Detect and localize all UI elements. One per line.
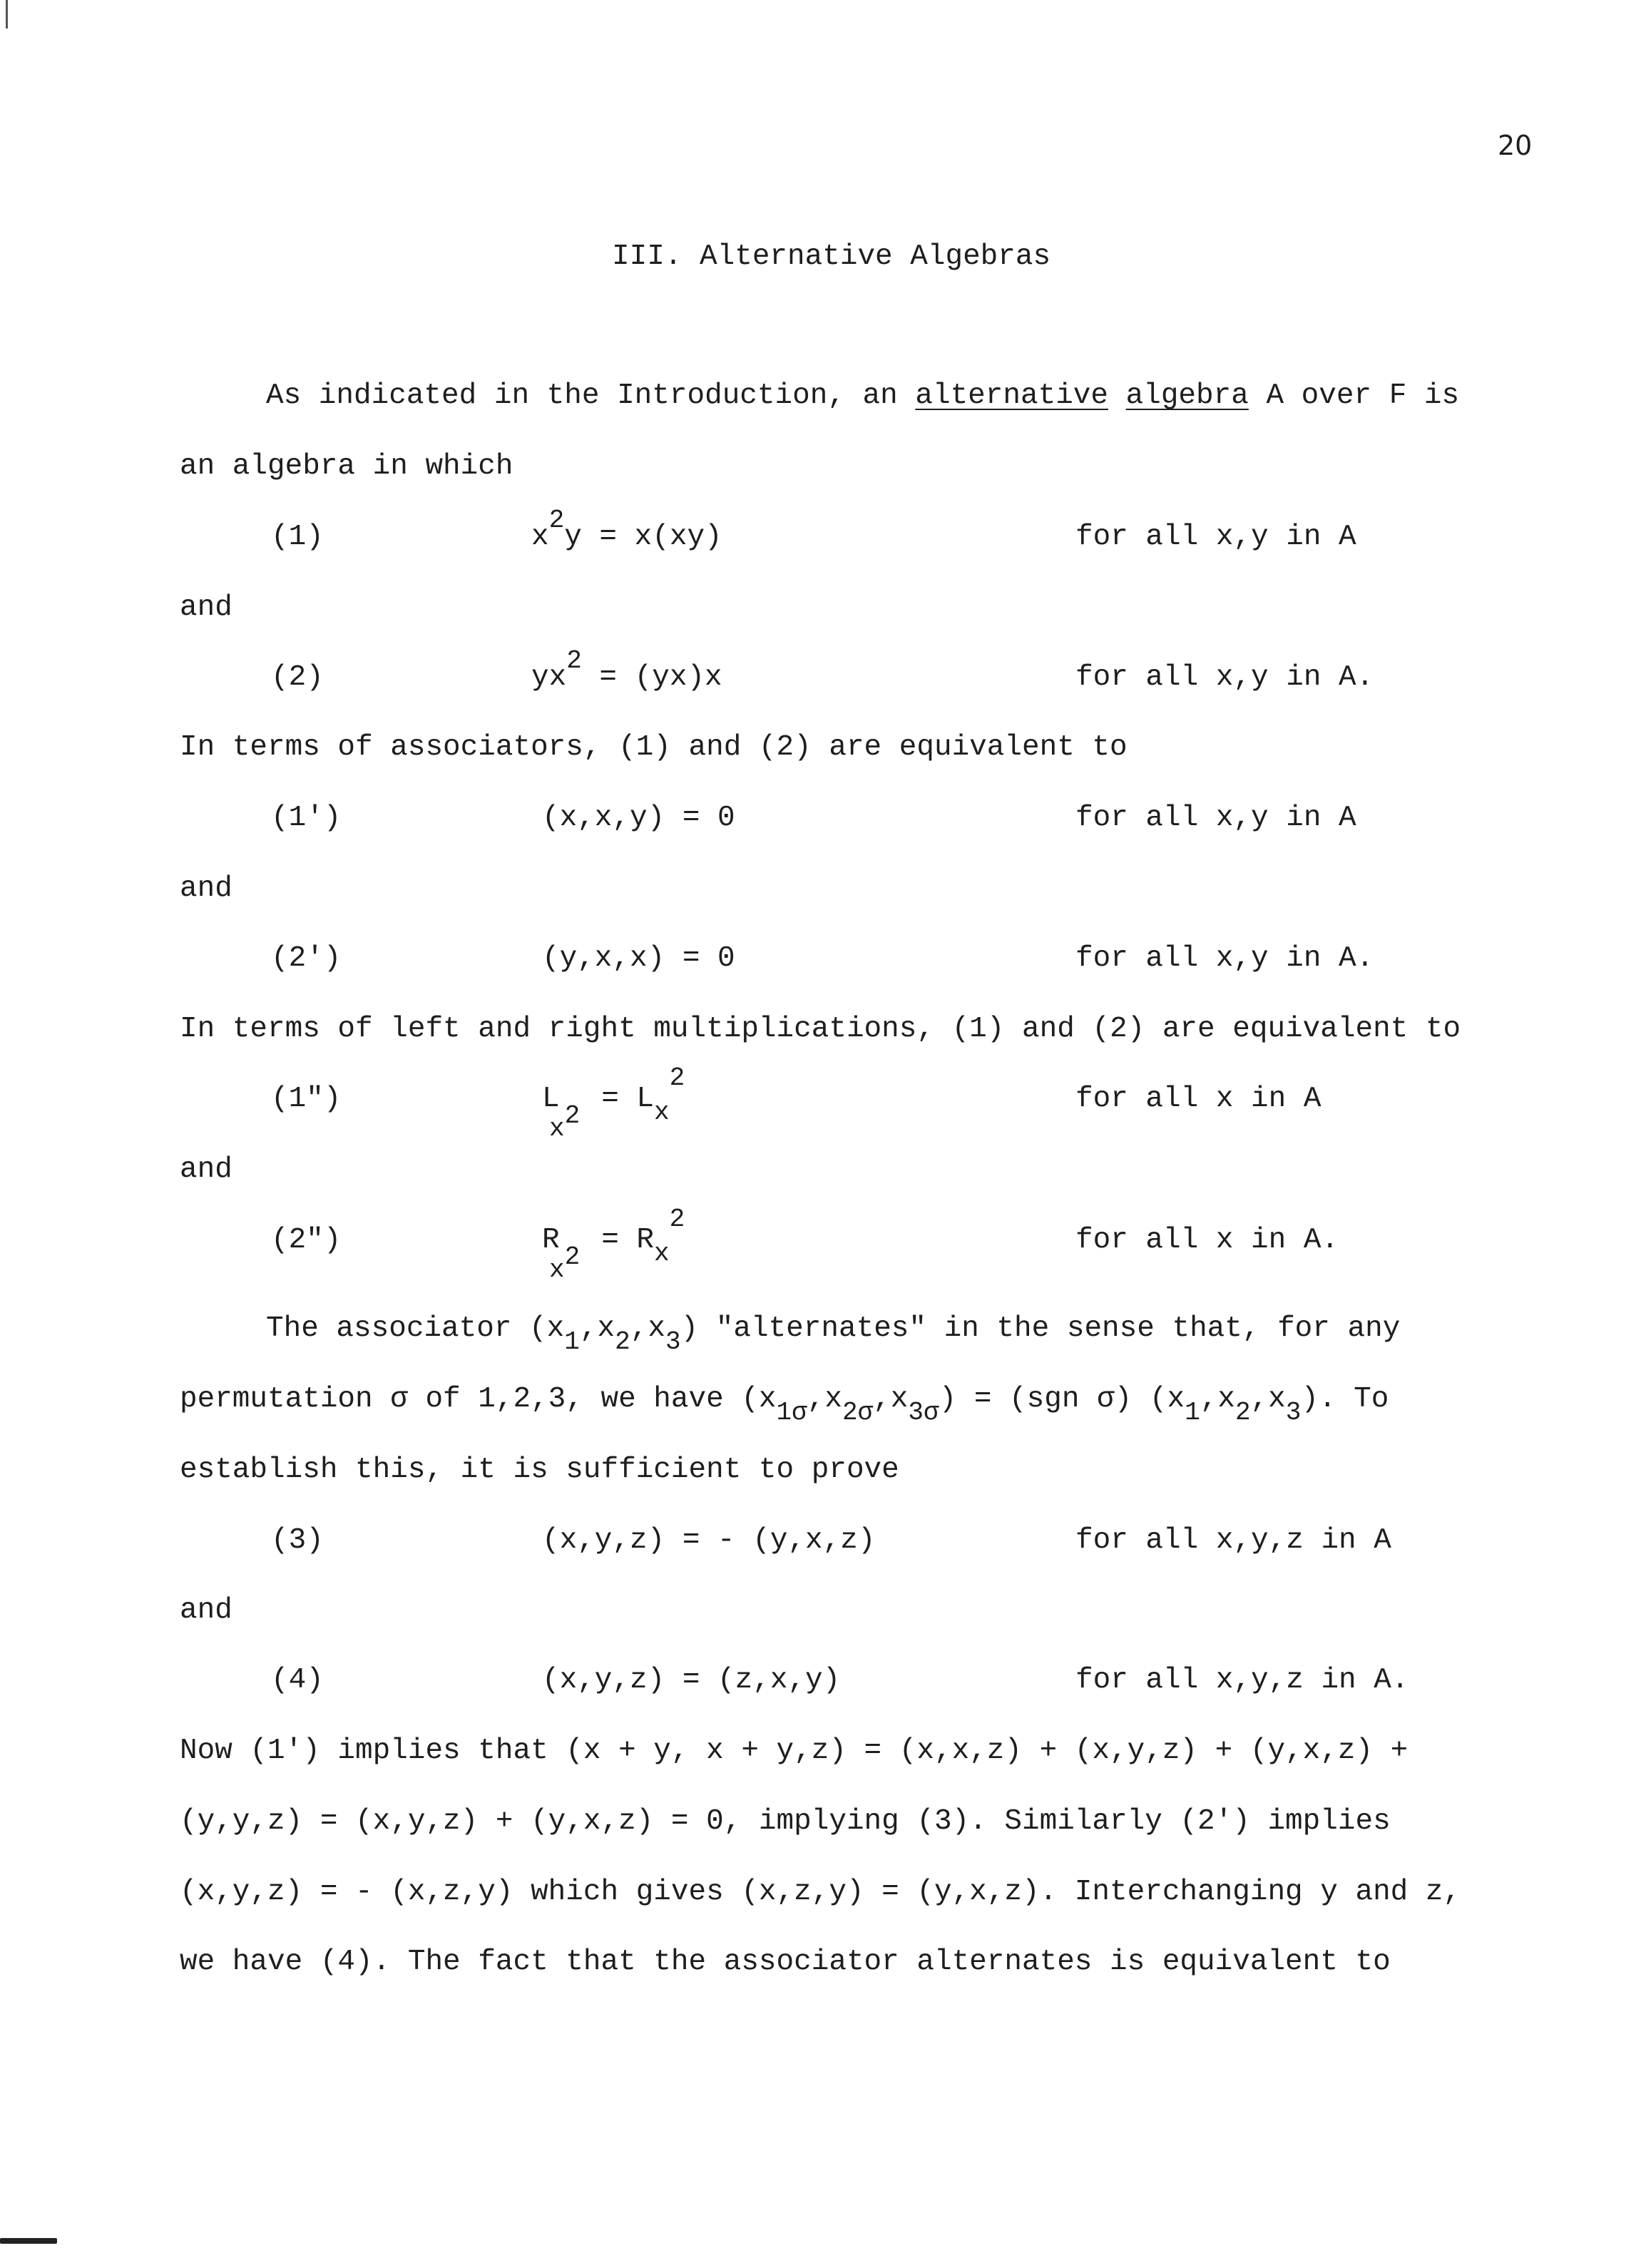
intro-line-2: an algebra in which: [180, 450, 513, 483]
p2-l2-text-b: ) = (sgn σ) (x: [939, 1383, 1185, 1416]
p2-sigma-sub-3: 3σ: [908, 1398, 939, 1427]
p2-l2-comma-2: ,x: [873, 1383, 909, 1416]
associator-sentence: In terms of associators, (1) and (2) are equivalent to: [180, 731, 1128, 764]
equation-1pp-condition: for all x in A: [1075, 1083, 1322, 1115]
equation-2-lhs: yx: [531, 661, 567, 694]
equation-2-label: (2): [271, 661, 324, 694]
equation-2pp-sub-base: x: [549, 1255, 565, 1284]
equation-1-rest: y = x(xy): [564, 521, 722, 553]
equation-1-condition: for all x,y in A: [1075, 521, 1356, 553]
paragraph-3-line-2: (y,y,z) = (x,y,z) + (y,x,z) = 0, implying (3). Similarly (2') implies: [180, 1805, 1391, 1838]
p2-sigma-sub-2: 2σ: [842, 1398, 874, 1427]
equation-1-exponent: 2: [548, 506, 565, 535]
p2-comma-2: ,x: [630, 1312, 665, 1345]
equation-1-x: x: [531, 521, 549, 553]
equation-2p-label: (2'): [271, 942, 342, 975]
equation-1: [531, 506, 722, 553]
p2-l2-sub-1: 1: [1185, 1398, 1200, 1427]
p2-l2-text-a: permutation σ of 1,2,3, we have (x: [180, 1383, 777, 1416]
equation-2-exponent: 2: [566, 646, 582, 675]
equation-2pp-rhs-exponent: 2: [669, 1205, 685, 1234]
p2-l2-sub-2: 2: [1234, 1398, 1251, 1427]
equation-4-label: (4): [271, 1664, 324, 1697]
paragraph-3-line-4: we have (4). The fact that the associator alternates is equivalent to: [180, 1946, 1391, 1978]
equation-2pp-condition: for all x in A.: [1075, 1224, 1339, 1257]
equation-2p-condition: for all x,y in A.: [1075, 942, 1374, 975]
paragraph-3-line-1: Now (1') implies that (x + y, x + y,z) = (x,x,z) + (x,y,z) + (y,x,z) +: [180, 1735, 1409, 1767]
connector-and-1: and: [180, 591, 232, 624]
equation-1pp-lhs: [542, 1083, 581, 1143]
equation-2p: (y,x,x) = 0: [542, 942, 735, 975]
equation-1p-label: (1'): [271, 802, 342, 834]
equation-2pp-operator: R: [542, 1224, 560, 1257]
equation-1p: (x,x,y) = 0: [542, 802, 735, 834]
equation-2pp-sub-exponent: 2: [564, 1242, 581, 1272]
section-title: III. Alternative Algebras: [612, 240, 1051, 273]
equation-1pp-sub-base: x: [549, 1114, 565, 1143]
paragraph-2-line-2: [180, 1383, 1389, 1427]
equation-1pp-label: (1"): [271, 1083, 342, 1115]
intro-text-b: A over F is: [1248, 379, 1460, 412]
equation-1pp-rhs-exponent: 2: [669, 1063, 685, 1093]
p2-l2-comma-4: ,x: [1250, 1383, 1286, 1416]
equation-2pp-lhs-subscript: [549, 1242, 581, 1284]
intro-text-a: As indicated in the Introduction, an: [266, 379, 916, 412]
connector-and-2: and: [180, 872, 232, 905]
term-alternative: alternative: [915, 379, 1109, 412]
equation-2pp-lhs: [542, 1224, 581, 1284]
equation-1pp-sub-exponent: 2: [564, 1101, 581, 1130]
equation-2-condition: for all x,y in A.: [1075, 661, 1374, 694]
page-number: 20: [1498, 130, 1533, 161]
p2-l2-comma-3: ,x: [1200, 1383, 1235, 1416]
p2-sub-1: 1: [564, 1327, 580, 1357]
equation-1pp-mid: = L: [583, 1083, 655, 1115]
p2-sub-2: 2: [615, 1327, 630, 1357]
p2-comma-1: ,x: [579, 1312, 615, 1345]
equation-3: (x,y,z) = - (y,x,z): [542, 1524, 876, 1557]
p2-l2-text-c: ). To: [1301, 1383, 1389, 1416]
p2-l2-sub-3: 3: [1285, 1398, 1302, 1427]
equation-2pp-rhs-subscript: x: [654, 1239, 670, 1268]
equation-1p-condition: for all x,y in A: [1075, 802, 1356, 834]
scan-edge-mark-top: [6, 0, 8, 29]
equation-1-label: (1): [271, 521, 324, 553]
equation-4: (x,y,z) = (z,x,y): [542, 1664, 841, 1697]
p2-sub-3: 3: [665, 1327, 681, 1357]
equation-1pp-lhs-subscript: [549, 1101, 581, 1143]
equation-2pp-mid: = R: [583, 1224, 655, 1257]
equation-2-rest: = (yx)x: [581, 661, 722, 694]
equation-1pp-rhs-subscript: x: [654, 1098, 670, 1127]
equation-3-label: (3): [271, 1524, 324, 1557]
equation-3-condition: for all x,y,z in A: [1075, 1524, 1391, 1557]
paragraph-2-line-1: [266, 1312, 1401, 1357]
equation-4-condition: for all x,y,z in A.: [1075, 1664, 1409, 1697]
p2-text-a: The associator (x: [266, 1312, 565, 1345]
p2-l2-comma-1: ,x: [807, 1383, 842, 1416]
connector-and-4: and: [180, 1594, 232, 1627]
intro-line-1: [266, 379, 1460, 412]
scan-edge-mark-bottom: [0, 2238, 57, 2244]
equation-2: [531, 646, 722, 694]
connector-and-3: and: [180, 1153, 232, 1186]
equation-2pp: [542, 1205, 685, 1284]
term-algebra: algebra: [1125, 379, 1249, 412]
equation-2pp-label: (2"): [271, 1224, 342, 1257]
paragraph-3-line-3: (x,y,z) = - (x,z,y) which gives (x,z,y) = (y,x,z). Interchanging y and z,: [180, 1876, 1461, 1909]
p2-sigma-sub-1: 1σ: [776, 1398, 807, 1427]
paragraph-2-line-3: establish this, it is sufficient to prove: [180, 1454, 899, 1486]
p2-text-b: ) "alternates" in the sense that, for any: [680, 1312, 1401, 1345]
equation-1pp-operator: L: [542, 1083, 560, 1115]
equation-1pp: [542, 1063, 685, 1143]
multiplication-sentence: In terms of left and right multiplications, (1) and (2) are equivalent to: [180, 1013, 1461, 1046]
